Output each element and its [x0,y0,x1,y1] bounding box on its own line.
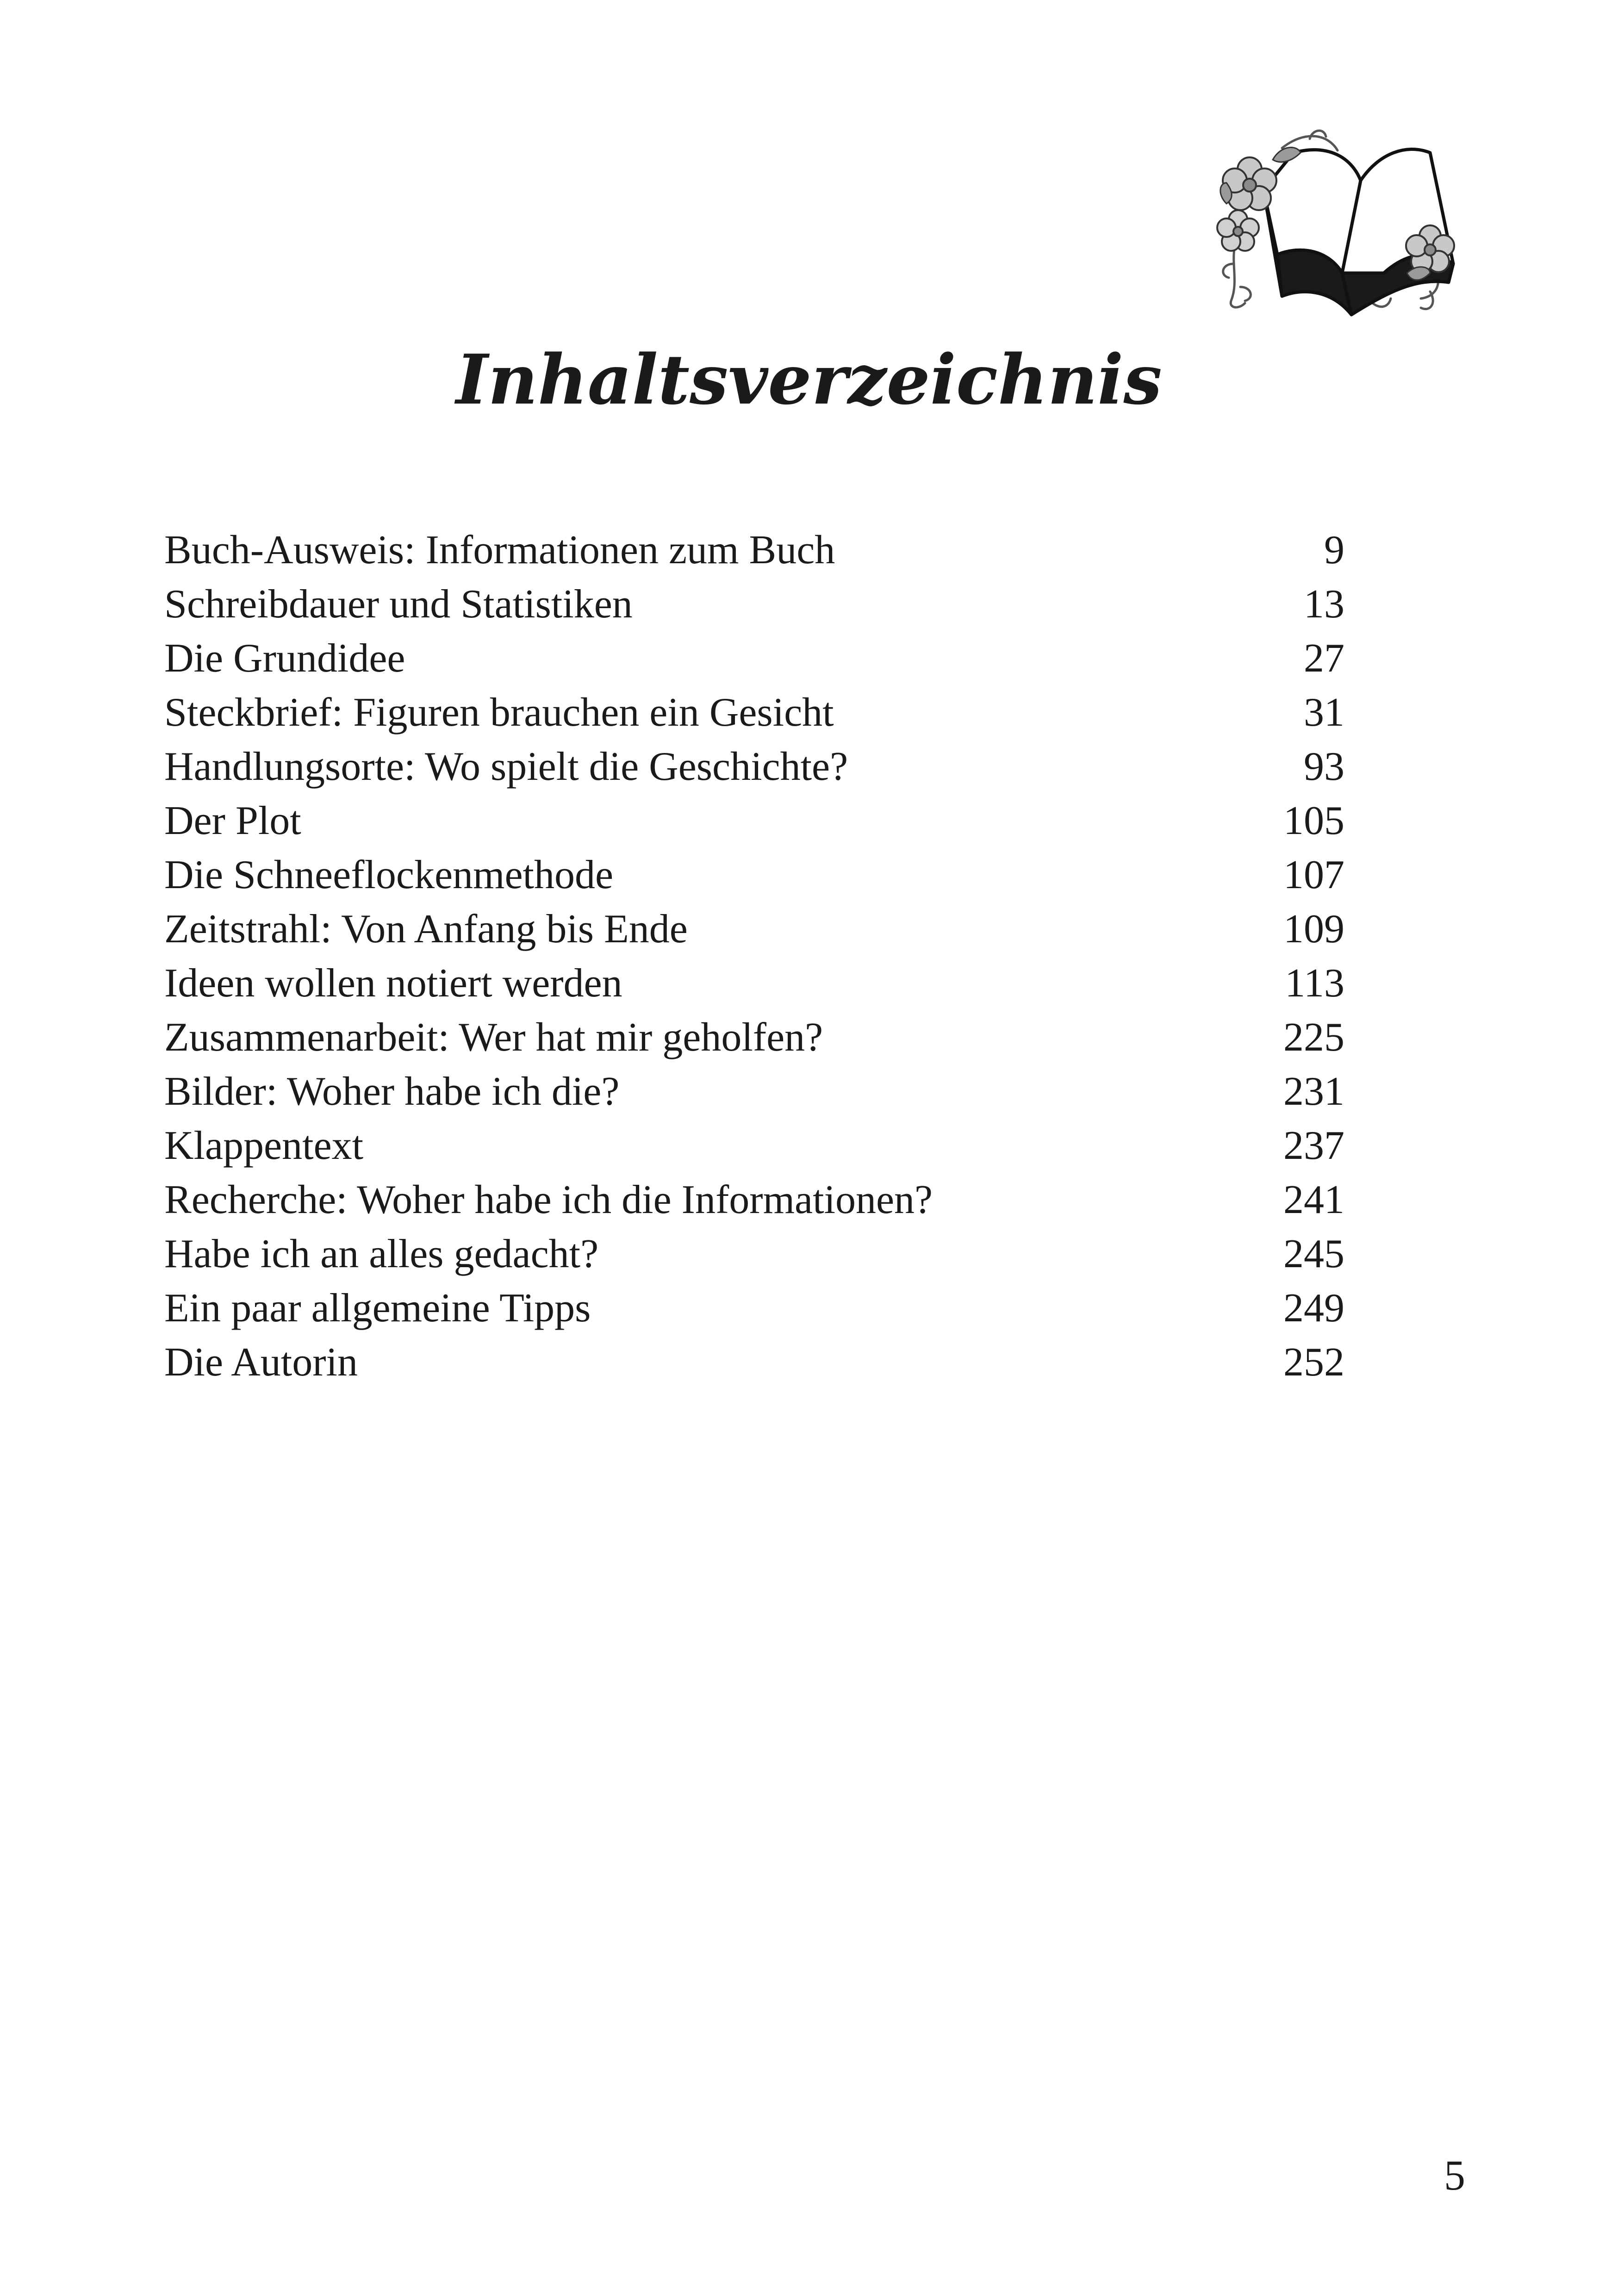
open-book-with-flowers-icon [1213,125,1472,329]
toc-entry [164,794,1344,848]
toc-entry [164,1119,1344,1173]
toc-entry [164,902,1344,956]
toc-entry-page: 241 [1283,1177,1344,1222]
toc-entry-page: 31 [1304,690,1344,735]
toc-entry-title: Steckbrief: Figuren brauchen ein Gesicht [164,690,834,735]
toc-entry-page: 245 [1283,1232,1344,1276]
toc-entry [164,1227,1344,1281]
toc-entry-page: 109 [1283,907,1344,952]
toc-entry [164,577,1344,631]
toc-entry-page: 113 [1285,961,1344,1006]
toc-entry-title: Schreibdauer und Statistiken [164,582,633,627]
toc-entry-page: 231 [1283,1069,1344,1114]
toc-entry [164,685,1344,740]
toc-entry-page: 13 [1304,582,1344,627]
toc-entry [164,523,1344,577]
toc-entry-title: Bilder: Woher habe ich die? [164,1069,620,1114]
toc-entry-title: Buch-Ausweis: Informationen zum Buch [164,528,835,572]
toc-entry-title: Ein paar allgemeine Tipps [164,1286,591,1331]
table-of-contents [164,523,1344,1389]
toc-entry-title: Die Grundidee [164,636,405,681]
toc-entry-page: 93 [1304,744,1344,789]
toc-entry-page: 252 [1283,1340,1344,1385]
toc-entry [164,848,1344,902]
toc-entry-page: 225 [1283,1015,1344,1060]
toc-entry-page: 105 [1283,798,1344,843]
toc-entry-title: Ideen wollen notiert werden [164,961,622,1006]
toc-entry-page: 237 [1283,1123,1344,1168]
toc-entry [164,956,1344,1010]
toc-entry-title: Die Autorin [164,1340,358,1385]
toc-entry [164,1064,1344,1119]
toc-entry-page: 27 [1304,636,1344,681]
toc-entry-title: Der Plot [164,798,301,843]
toc-entry-title: Die Schneeflockenmethode [164,852,614,897]
toc-entry-title: Zeitstrahl: Von Anfang bis Ende [164,907,688,952]
toc-entry [164,1281,1344,1335]
toc-entry-title: Klappentext [164,1123,364,1168]
toc-entry [164,1335,1344,1389]
page-number: 5 [1444,2152,1465,2199]
page-title: Inhaltsverzeichnis [456,339,1162,420]
toc-entry [164,631,1344,685]
toc-entry-title: Zusammenarbeit: Wer hat mir geholfen? [164,1015,823,1060]
toc-entry-title: Recherche: Woher habe ich die Informationen? [164,1177,933,1222]
toc-entry-title: Habe ich an alles gedacht? [164,1232,599,1276]
toc-entry [164,740,1344,794]
toc-entry-page: 9 [1324,528,1344,572]
toc-entry-title: Handlungsorte: Wo spielt die Geschichte? [164,744,848,789]
toc-entry [164,1010,1344,1064]
toc-entry-page: 249 [1283,1286,1344,1331]
toc-entry-page: 107 [1283,852,1344,897]
toc-entry [164,1173,1344,1227]
